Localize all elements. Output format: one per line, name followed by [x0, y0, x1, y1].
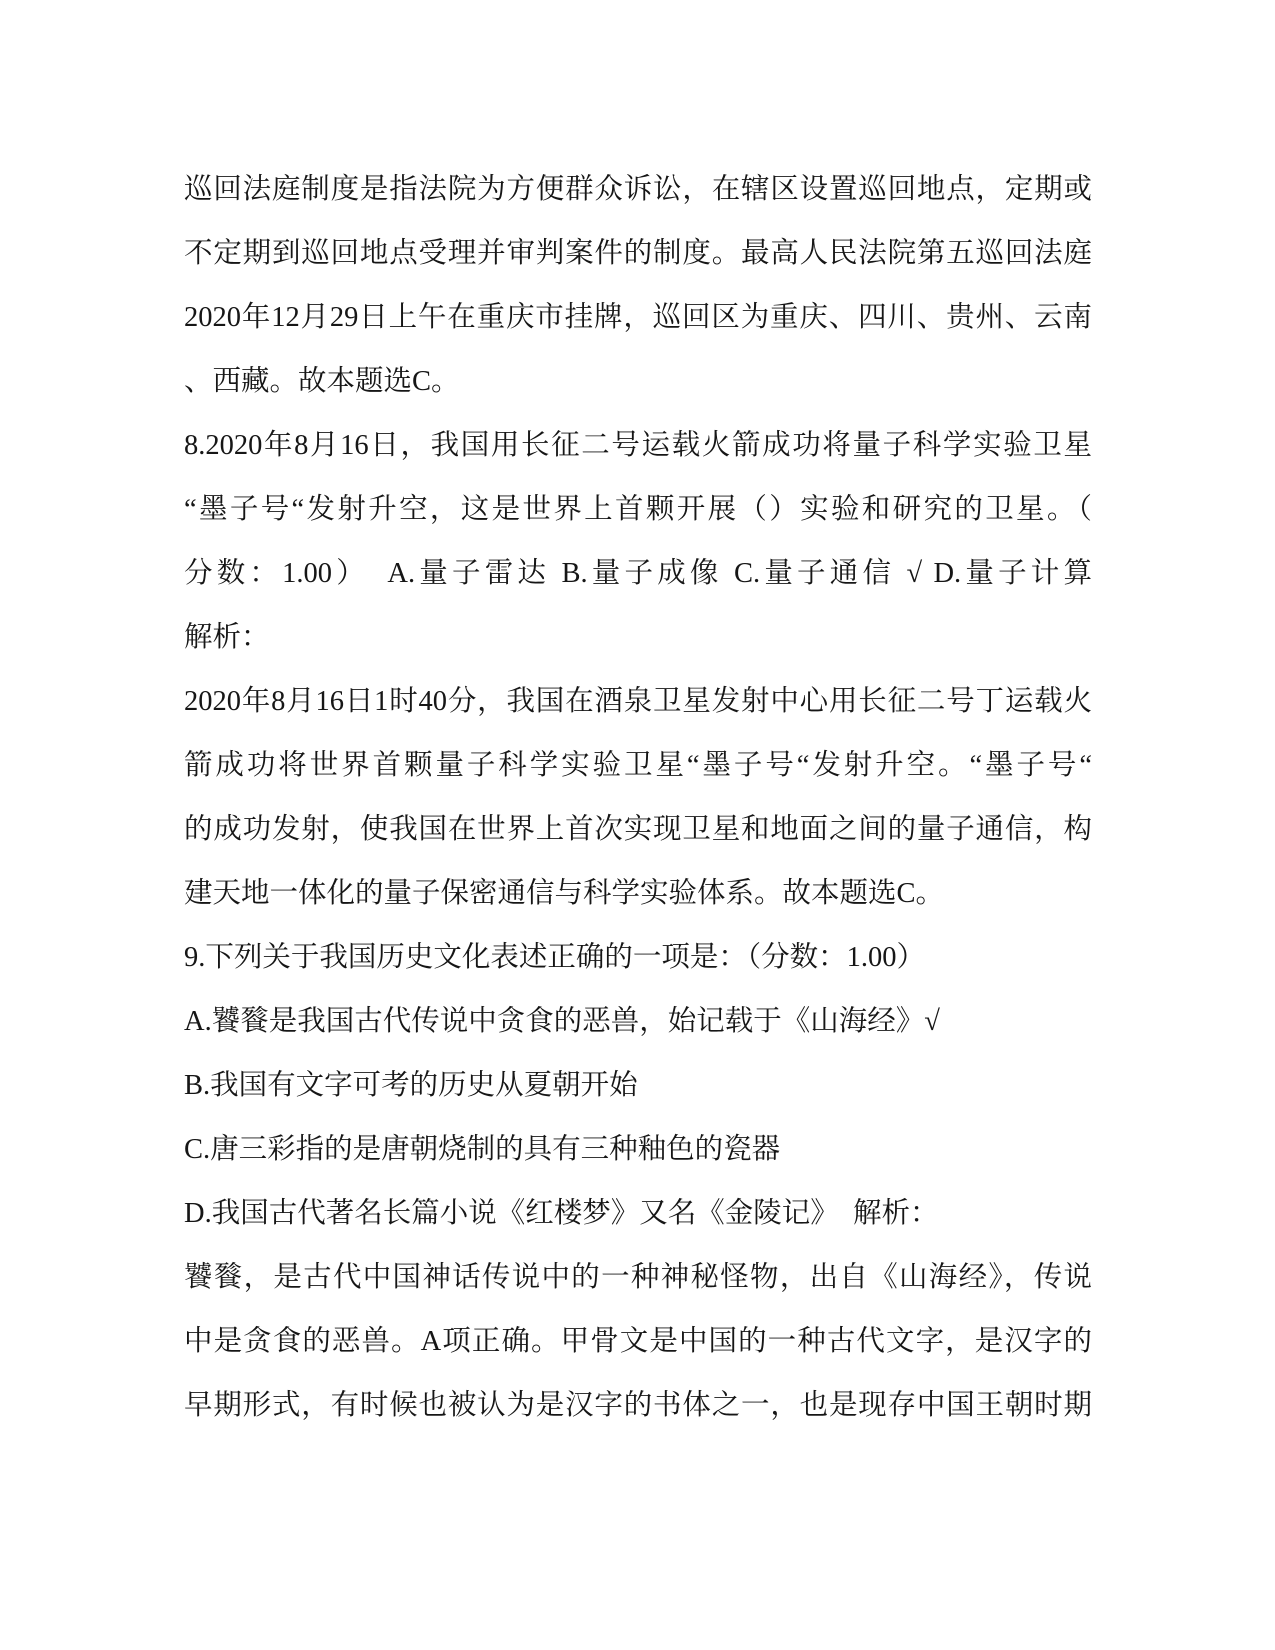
q9-analysis-line-3: 早期形式，有时候也被认为是汉字的书体之一，也是现存中国王朝时期 [184, 1390, 1092, 1421]
q9-analysis-line-2: 中是贪食的恶兽。A项正确。甲骨文是中国的一种古代文字，是汉字的 [184, 1326, 1092, 1357]
q8-analysis-line-2: 箭成功将世界首颗量子科学实验卫星“墨子号“发射升空。“墨子号“ [184, 750, 1092, 781]
q8-analysis-line-1: 2020年8月16日1时40分，我国在酒泉卫星发射中心用长征二号丁运载火 [184, 686, 1092, 717]
q8-analysis-line-4: 建天地一体化的量子保密通信与科学实验体系。故本题选C。 [184, 878, 945, 909]
q7-analysis-line-2: 不定期到巡回地点受理并审判案件的制度。最高人民法院第五巡回法庭 [184, 238, 1092, 269]
q7-analysis-line-1: 巡回法庭制度是指法院为方便群众诉讼，在辖区设置巡回地点，定期或 [184, 174, 1092, 205]
question-8-line-2: “墨子号“发射升空，这是世界上首颗开展（）实验和研究的卫星。（ [184, 494, 1092, 525]
q9-option-b: B.我国有文字可考的历史从夏朝开始 [184, 1070, 638, 1101]
question-9-stem: 9.下列关于我国历史文化表述正确的一项是：（分数：1.00） [184, 942, 926, 973]
q8-analysis-line-3: 的成功发射，使我国在世界上首次实现卫星和地面之间的量子通信，构 [184, 814, 1092, 845]
document-text-block [184, 158, 1092, 1438]
q9-option-a: A.饕餮是我国古代传说中贪食的恶兽，始记载于《山海经》√ [184, 1006, 940, 1037]
q9-option-c: C.唐三彩指的是唐朝烧制的具有三种釉色的瓷器 [184, 1134, 781, 1165]
question-8-line-1: 8.2020年8月16日，我国用长征二号运载火箭成功将量子科学实验卫星 [184, 430, 1092, 461]
q8-analysis-label: 解析： [184, 622, 270, 653]
q7-analysis-line-3: 2020年12月29日上午在重庆市挂牌，巡回区为重庆、四川、贵州、云南 [184, 302, 1092, 333]
question-8-options: 分数：1.00） A.量子雷达 B.量子成像 C.量子通信 √ D.量子计算 [184, 558, 1092, 589]
q9-option-d: D.我国古代著名长篇小说《红楼梦》又名《金陵记》 解析： [184, 1198, 939, 1229]
q9-analysis-line-1: 饕餮，是古代中国神话传说中的一种神秘怪物，出自《山海经》，传说 [184, 1262, 1092, 1293]
q7-analysis-line-4: 、西藏。故本题选C。 [184, 366, 460, 397]
